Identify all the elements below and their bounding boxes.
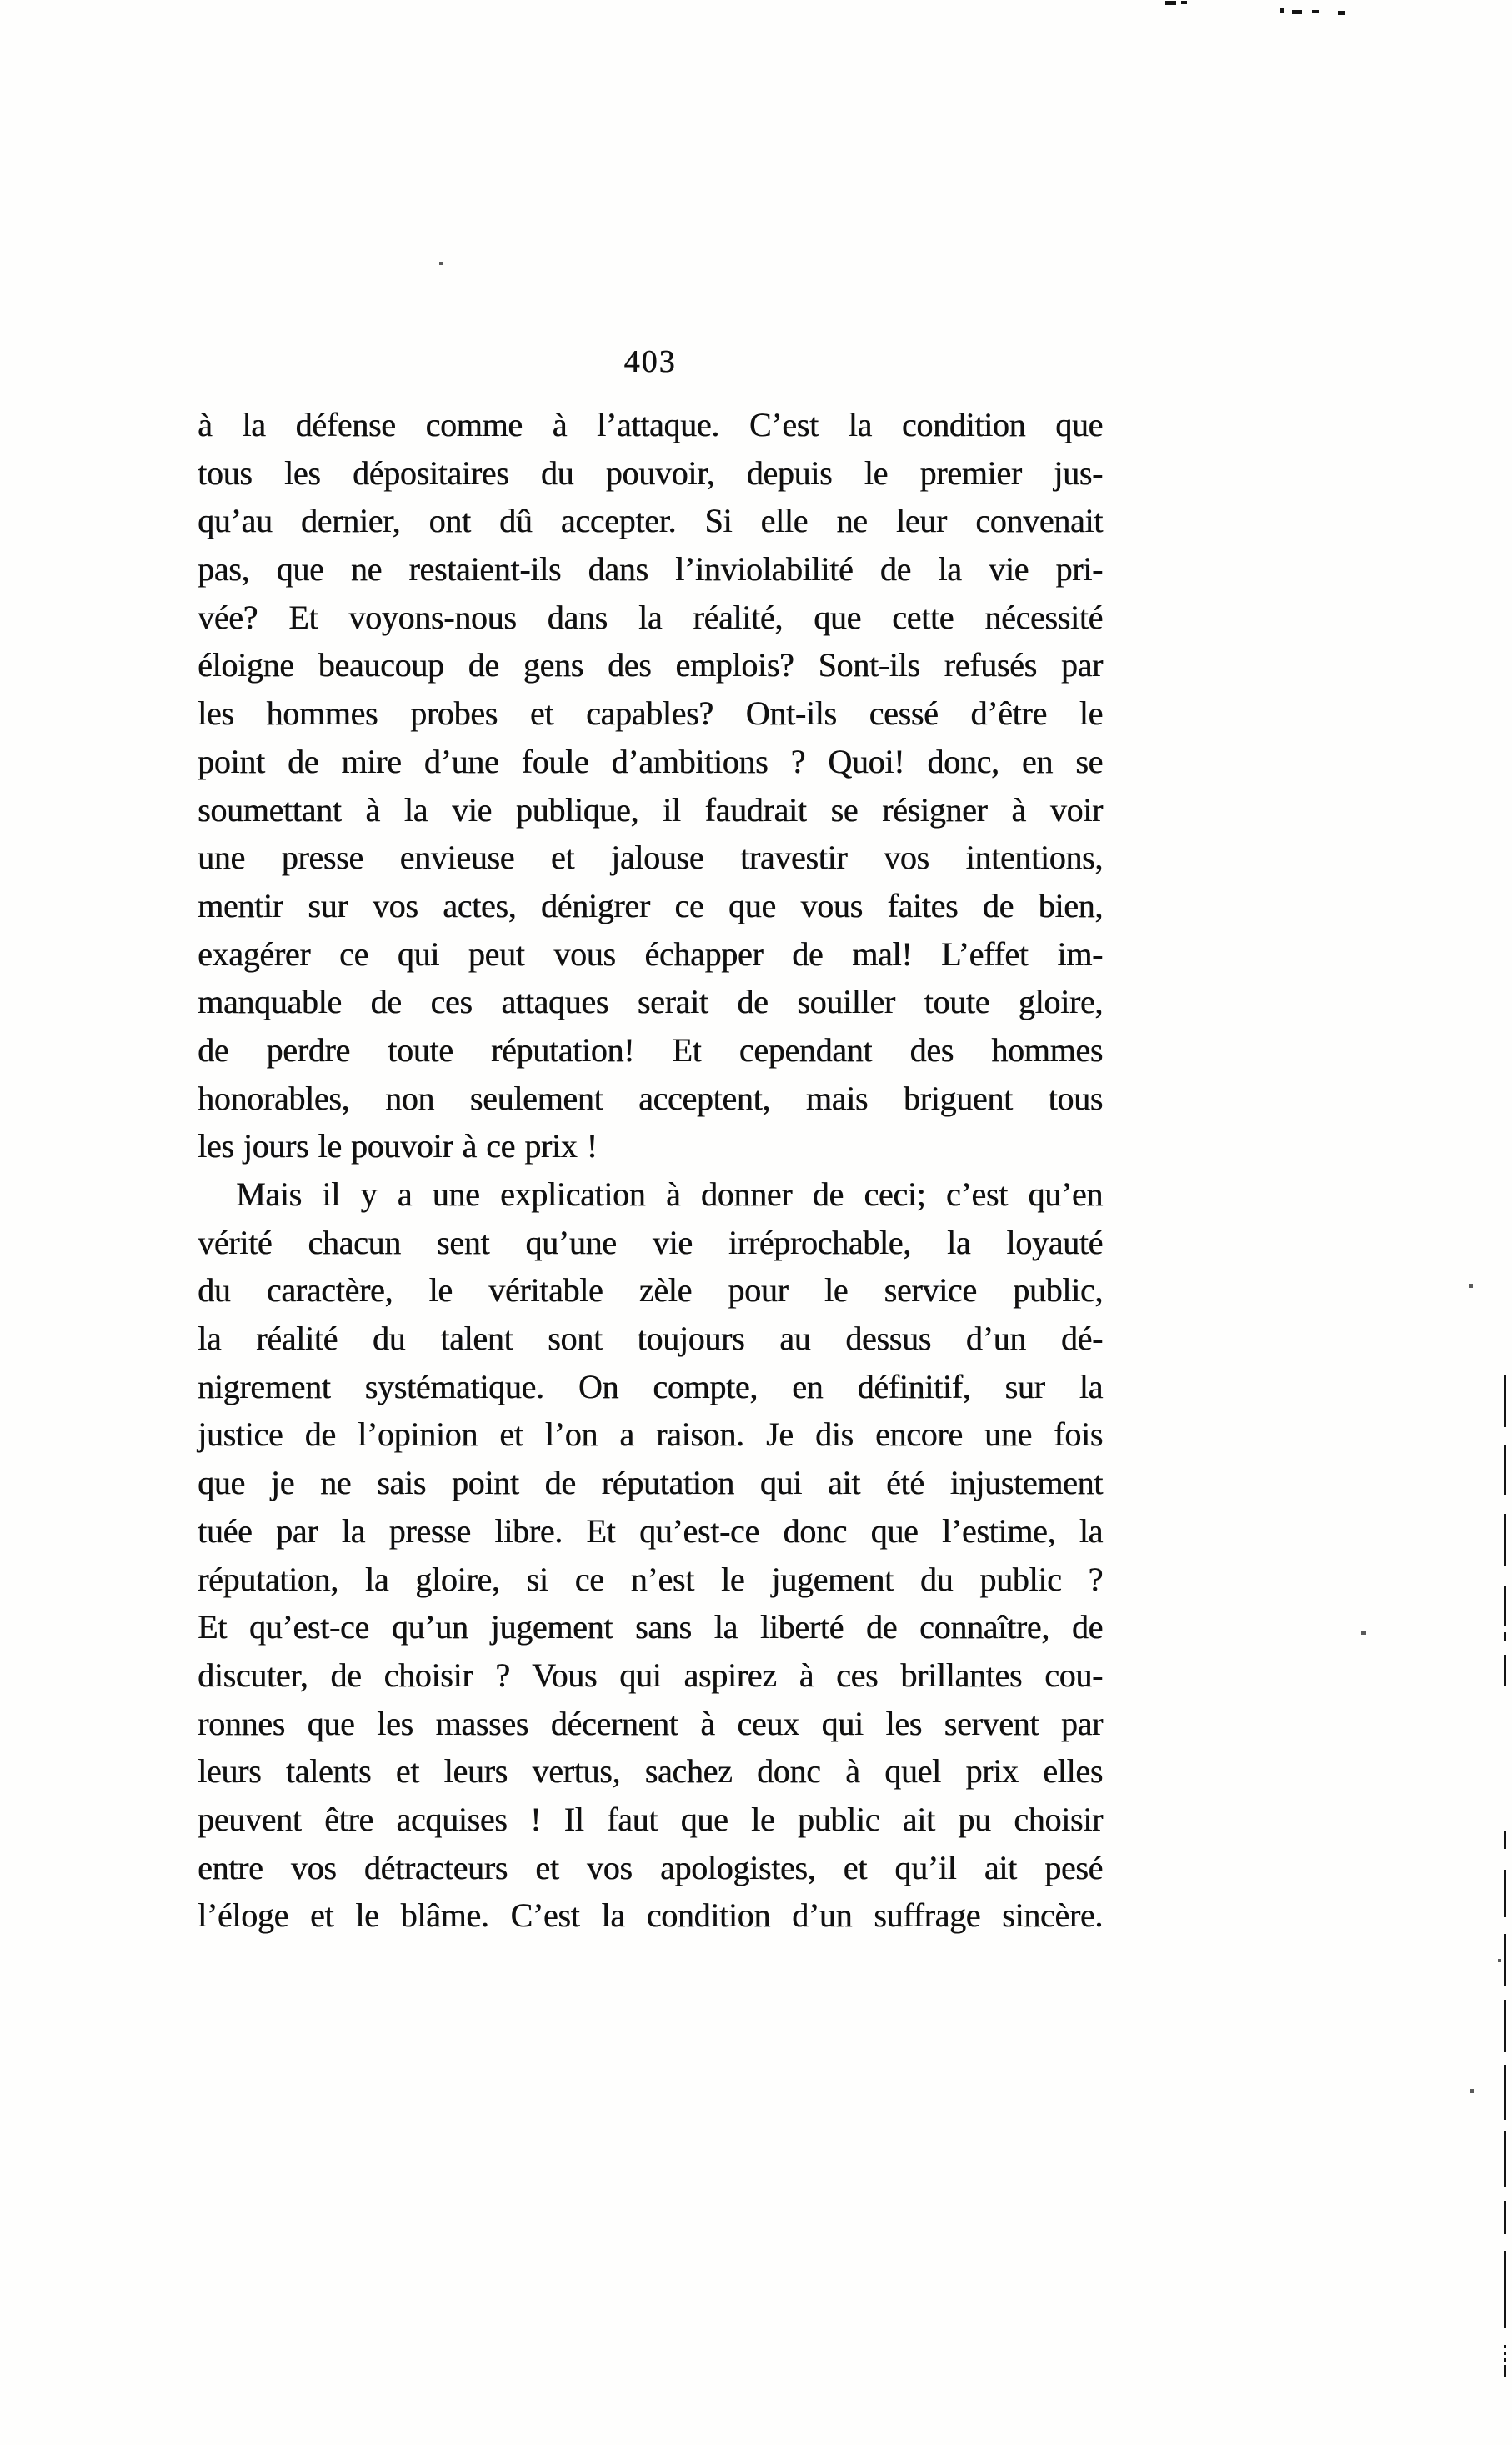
text-line: exagérer ce qui peut vous échapper de mal! L’effet im- xyxy=(198,934,1103,973)
text-line: de perdre toute réputation! Et cependant des hommes xyxy=(198,1030,1103,1069)
text-line: leurs talents et leurs vertus, sachez donc à quel prix elles xyxy=(198,1752,1103,1791)
text-line: à la défense comme à l’attaque. C’est la condition que xyxy=(198,406,1103,443)
text-line: mentir sur vos actes, dénigrer ce que vous faites de bien, xyxy=(198,886,1103,924)
ink-speck xyxy=(1469,1284,1473,1288)
page-edge-line-segment xyxy=(1504,2131,1506,2187)
page-edge-line-segment xyxy=(1504,1514,1506,1566)
page-edge-line-segment xyxy=(1504,2352,1506,2355)
text-line: manquable de ces attaques serait de souiller toute gloire, xyxy=(198,983,1103,1021)
text-line: une presse envieuse et jalouse travestir vos intentions, xyxy=(198,839,1103,877)
text-line: discuter, de choisir ? Vous qui aspirez à ces brillantes cou- xyxy=(198,1656,1103,1694)
edge-dash xyxy=(1165,1,1176,5)
text-line: entre vos détracteurs et vos apologistes, et qu’il ait pesé xyxy=(198,1848,1103,1886)
page-edge-line-segment xyxy=(1504,1632,1506,1641)
edge-dash xyxy=(1292,10,1302,14)
text-line: soumettant à la vie publique, il faudrait se résigner à voir xyxy=(198,790,1103,829)
text-line: vée? Et voyons-nous dans la réalité, que cette nécessité xyxy=(198,598,1103,636)
text-line: peuvent être acquises ! Il faut que le public ait pu choisir xyxy=(198,1800,1103,1838)
page-edge-line-segment xyxy=(1504,2345,1506,2348)
text-line: Mais il y a une explication à donner de ceci; c’est qu’en xyxy=(236,1175,1103,1213)
text-line: qu’au dernier, ont dû accepter. Si elle ne leur convenait xyxy=(198,502,1103,540)
text-line: point de mire d’une foule d’ambitions ? Quoi! donc, en se xyxy=(198,742,1103,780)
page-edge-line-segment xyxy=(1504,2065,1506,2120)
edge-dash xyxy=(1181,1,1187,4)
page-edge-line-segment xyxy=(1504,1586,1506,1626)
page-number: 403 xyxy=(623,344,677,379)
edge-dash xyxy=(1312,10,1319,13)
page-edge-line-segment xyxy=(1504,2000,1506,2052)
page-edge-line-segment xyxy=(1504,2365,1506,2377)
text-line: honorables, non seulement acceptent, mais briguent tous xyxy=(198,1079,1103,1117)
page-edge-line-segment xyxy=(1504,1375,1506,1427)
text-line: l’éloge et le blâme. C’est la condition d’un suffrage sincère. xyxy=(198,1896,1103,1935)
text-block xyxy=(198,401,1103,1940)
page-edge-line-segment xyxy=(1504,1655,1506,1686)
ink-speck xyxy=(1470,2089,1474,2093)
page-edge-line-segment xyxy=(1504,2358,1506,2362)
text-line: ronnes que les masses décernent à ceux qui les servent par xyxy=(198,1704,1103,1742)
text-line: tous les dépositaires du pouvoir, depuis le premier jus- xyxy=(198,453,1103,492)
page-edge-line-segment xyxy=(1504,2251,1506,2328)
text-line: la réalité du talent sont toujours au dessus d’un dé- xyxy=(198,1320,1103,1358)
text-line: vérité chacun sent qu’une vie irréprochable, la loyauté xyxy=(198,1223,1103,1261)
text-line: réputation, la gloire, si ce n’est le jugement du public ? xyxy=(198,1560,1103,1598)
text-line: du caractère, le véritable zèle pour le service public, xyxy=(198,1271,1103,1310)
text-line: pas, que ne restaient-ils dans l’inviolabilité de la vie pri- xyxy=(198,550,1103,589)
edge-dash xyxy=(1280,8,1284,13)
page-edge-line-segment xyxy=(1504,1445,1506,1495)
ink-speck xyxy=(1361,1631,1366,1635)
text-line: Et qu’est-ce qu’un jugement sans la liberté de connaître, de xyxy=(198,1608,1103,1646)
text-line: éloigne beaucoup de gens des emplois? Sont-ils refusés par xyxy=(198,646,1103,684)
text-line: les jours le pouvoir à ce prix ! xyxy=(198,1127,598,1165)
text-line: les hommes probes et capables? Ont-ils cessé d’être le xyxy=(198,694,1103,733)
ink-speck xyxy=(1498,1959,1501,1962)
page-edge-line-segment xyxy=(1504,1934,1506,1986)
text-line: tuée par la presse libre. Et qu’est-ce donc que l’estime, la xyxy=(198,1511,1103,1550)
ink-speck xyxy=(439,262,443,265)
edge-dash xyxy=(1338,11,1345,15)
text-line: que je ne sais point de réputation qui ait été injustement xyxy=(198,1464,1103,1502)
page-edge-line-segment xyxy=(1504,2201,1506,2234)
page-edge-line-segment xyxy=(1504,1831,1506,1849)
text-line: nigrement systématique. On compte, en définitif, sur la xyxy=(198,1367,1103,1405)
text-line: justice de l’opinion et l’on a raison. Je dis encore une fois xyxy=(198,1415,1103,1454)
page-edge-line-segment xyxy=(1504,1870,1506,1917)
